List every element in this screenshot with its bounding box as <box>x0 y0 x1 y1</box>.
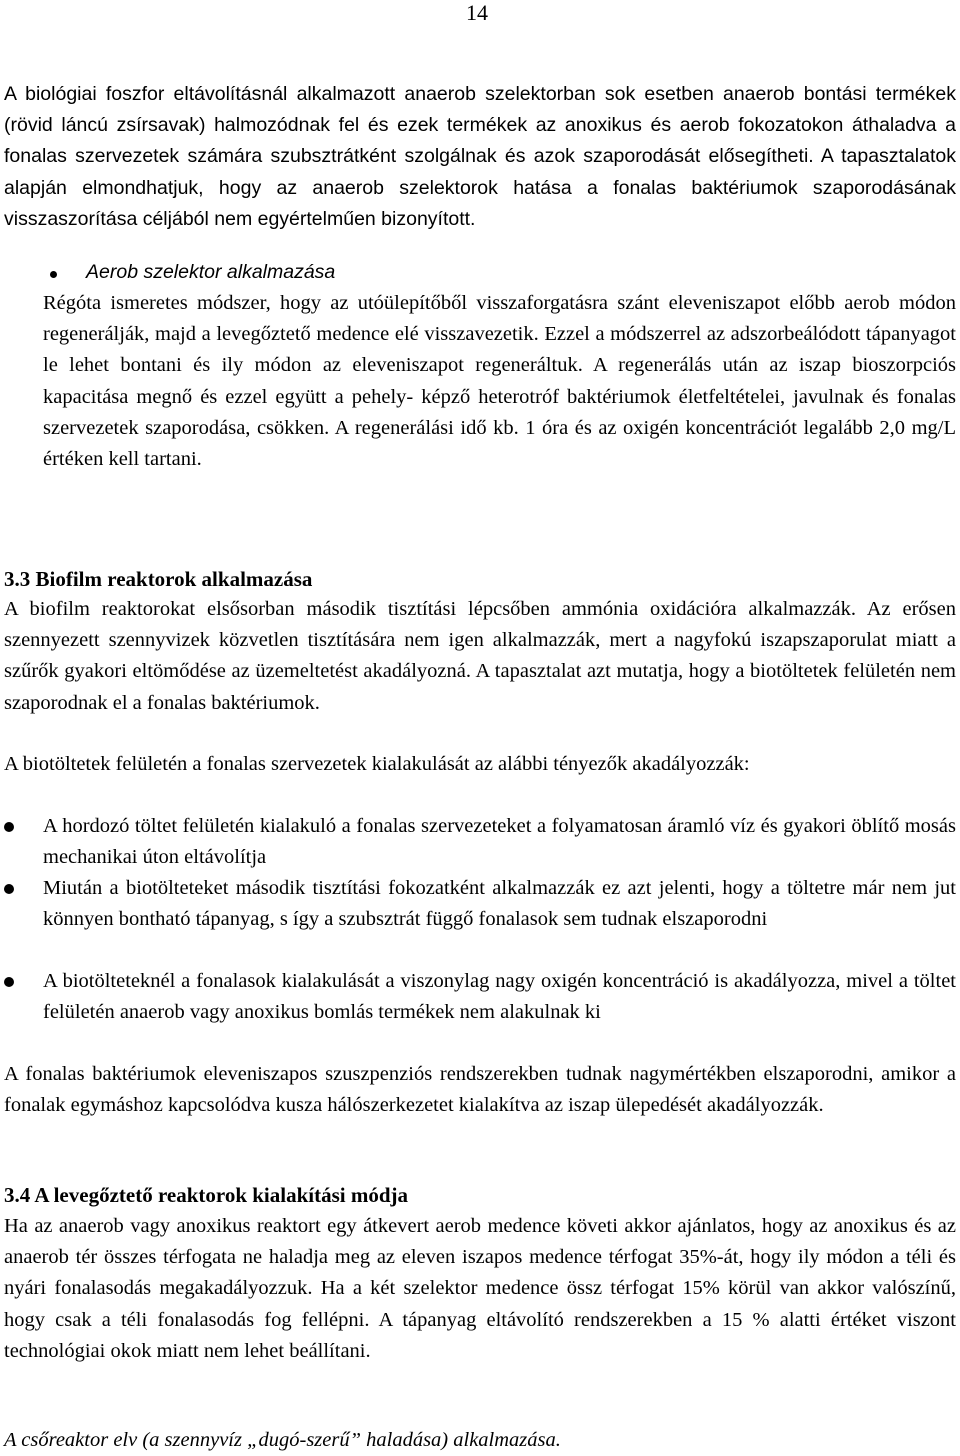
final-italic-line: A csőreaktor elv (a szennyvíz „dugó-szerű” haladása) alkalmazása. <box>4 1429 561 1451</box>
intro-paragraph: A biológiai foszfor eltávolításnál alkalmazott anaerob szelektorban sok esetben anaerob bontási termékek (rövid láncú zsírsavak) halmozódnak fel és ezek termékek az anoxikus és aerob fokozatokon áthaladva a fonalas szervezetek számára szubsztrátként szolgálnak és azok szaporodását elősegítheti. A tapasztalatok alapján elmondhatjuk, hogy az anaerob szelektorok hatása a fonalas baktériumok szaporodásának visszaszorítása céljából nem egyértelműen bizonyított. <box>4 83 956 230</box>
bullet-dot-icon <box>50 271 57 278</box>
section-34-heading: 3.4 A levegőztető reaktorok kialakítási módja <box>4 1183 409 1207</box>
aerob-bullet-title: Aerob szelektor alkalmazása <box>86 261 336 283</box>
section-34-paragraph: Ha az anaerob vagy anoxikus reaktort egy átkevert aerob medence követi akkor ajánlatos, hogy az anoxikus és az anaerob tér összes térfogata ne haladja meg az eleven iszapos medence térfogat 35%-át, hogy ily módon a téli és nyári fonalasodás megakadályozzuk. Ha a két szelektor medence össz térfogat 15% körül van akkor valószínű, hogy csak a téli fonalasodás fog fellépni. A tápanyag eltávolító rendszerekben a 15 % alatti értéket viszont technológiai okok miatt nem lehet beállítani. <box>4 1215 956 1362</box>
bullet-dot-icon <box>4 884 14 894</box>
section-33-paragraph: A biofilm reaktorokat elsősorban második tisztítási lépcsőben ammónia oxidációra alkalmazzák. Az erősen szennyezett szennyvizek közvetlen tisztítására nem igen alkalmazzák, mert a nagyfokú iszapszaporulat miatt a szűrők gyakori eltömődése az üzemeltetést akadályozná. A tapasztalat azt mutatja, hogy a biotöltetek felületén nem szaporodnak el a fonalas baktériumok. <box>4 598 956 714</box>
section-33-heading: 3.3 Biofilm reaktorok alkalmazása <box>4 567 313 591</box>
factor-text-2: Miután a biotölteteket második tisztítási fokozatként alkalmazzák ez azt jelenti, hogy a töltetre már nem jut könnyen bontható tápanyag, s így a szubsztrát függő fonalasok sem tudnak elszaporodni <box>43 877 956 931</box>
page-number: 14 <box>466 0 488 25</box>
bullet-dot-icon <box>4 977 14 987</box>
section-33-paragraph-2: A biotöltetek felületén a fonalas szervezetek kialakulását az alábbi tényezők akadályozzák: <box>4 753 750 775</box>
bullet-dot-icon <box>4 822 14 832</box>
factor-text-1: A hordozó töltet felületén kialakuló a fonalas szervezeteket a folyamatosan áramló víz és gyakori öblítő mosás mechanikai úton eltávolítja <box>43 815 956 869</box>
aerob-paragraph: Régóta ismeretes módszer, hogy az utóülepítőből visszaforgatásra szánt eleveniszapot előbb aerob módon regenerálják, majd a levegőztető medence elé visszavezetik. Ezzel a módszerrel az adszorbeálódott tápanyagot le lehet bontani és ily módon az eleveniszapot regeneráltuk. A regenerálás után az iszap bioszorpciós kapacitása megnő és ezzel együtt a pehely- képző heterotróf baktériumok életfeltételei, javulnak és fonalas szervezetek szaporodása, csökken. A regenerálási idő kb. 1 óra és az oxigén koncentrációt legalább 2,0 mg/L értéken kell tartani. <box>43 292 956 471</box>
section-33-paragraph-3: A fonalas baktériumok eleveniszapos szuszpenziós rendszerekben tudnak nagymértékben elszaporodni, amikor a fonalak egymáshoz kapcsolódva kusza hálószerkezetet kialakítva az iszap ülepedését akadályozzák. <box>4 1063 956 1117</box>
factor-text-3: A biotölteteknél a fonalasok kialakulását a viszonylag nagy oxigén koncentráció is akadályozza, mivel a töltet felületén anaerob vagy anoxikus bomlás termékek nem alakulnak ki <box>43 970 956 1024</box>
